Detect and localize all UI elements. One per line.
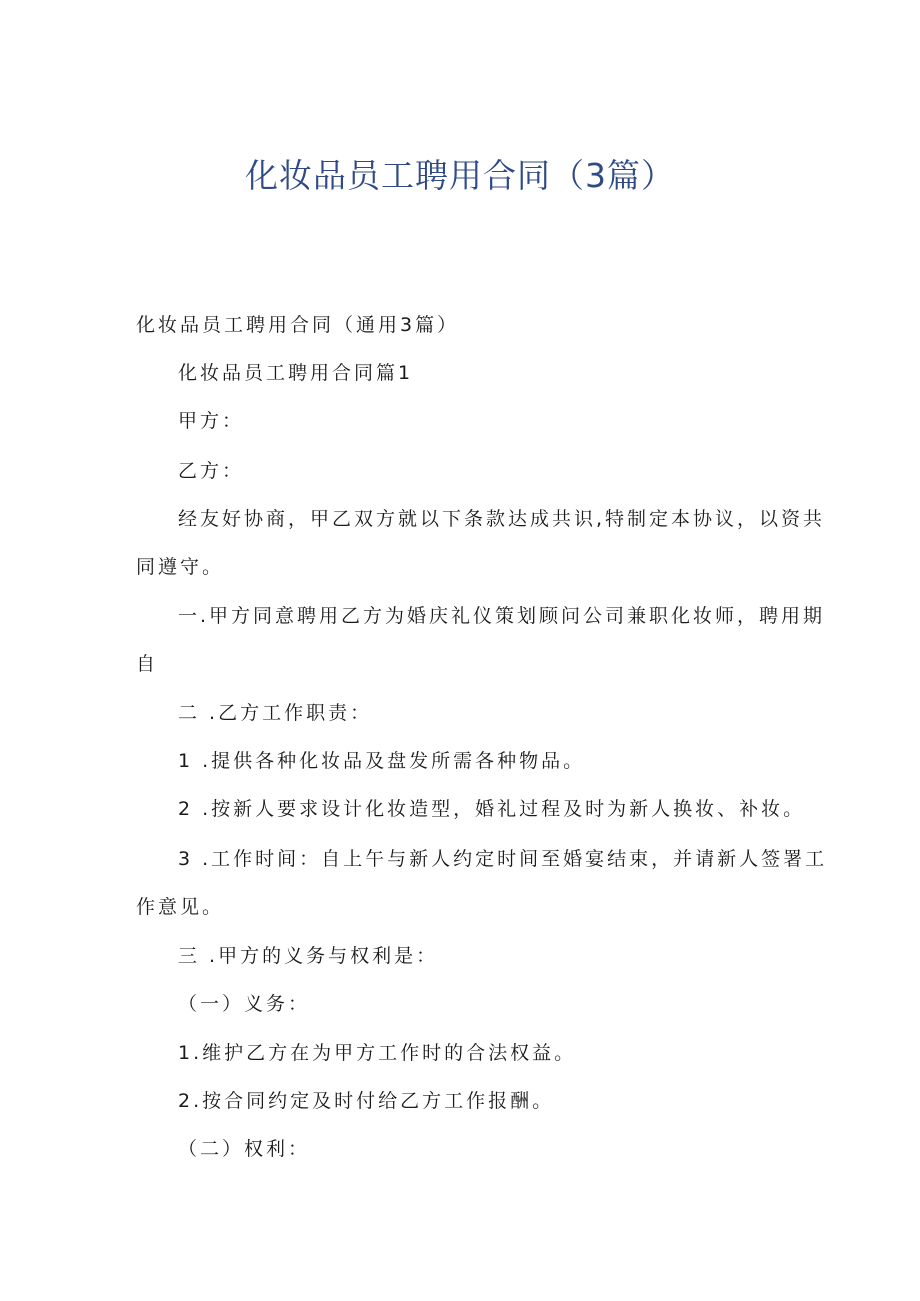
obligation-item-1: 1.维护乙方在为甲方工作时的合法权益。 xyxy=(178,1042,577,1064)
clause-2-heading: 二 .乙方工作职责： xyxy=(178,702,373,724)
document-title: 化妆品员工聘用合同（3篇） xyxy=(245,156,675,195)
party-b-label: 乙方： xyxy=(178,460,245,482)
section-heading: 化妆品员工聘用合同篇1 xyxy=(178,362,414,384)
clause-3-heading: 三 .甲方的义务与权利是： xyxy=(178,945,439,967)
duty-item-3-line-1: 3 .工作时间：自上午与新人约定时间至婚宴结束，并请新人签署工 xyxy=(178,848,828,870)
intro-paragraph-line-1: 经友好协商，甲乙双方就以下条款达成共识,特制定本协议，以资共 xyxy=(178,508,826,530)
clause-1-line-1: 一.甲方同意聘用乙方为婚庆礼仪策划顾问公司兼职化妆师，聘用期 xyxy=(178,605,826,627)
party-a-label: 甲方： xyxy=(178,410,245,432)
duty-item-1: 1 .提供各种化妆品及盘发所需各种物品。 xyxy=(178,750,586,772)
intro-paragraph-line-2: 同遵守。 xyxy=(136,556,225,578)
clause-1-line-2: 自 xyxy=(136,653,159,675)
obligations-heading: （一）义务： xyxy=(178,993,311,1015)
rights-heading: （二）权利： xyxy=(178,1138,311,1160)
duty-item-3-line-2: 作意见。 xyxy=(136,896,225,918)
document-subtitle: 化妆品员工聘用合同（通用3篇） xyxy=(136,314,460,336)
obligation-item-2: 2.按合同约定及时付给乙方工作报酬。 xyxy=(178,1090,555,1112)
duty-item-2: 2 .按新人要求设计化妆造型，婚礼过程及时为新人换妆、补妆。 xyxy=(178,798,806,820)
